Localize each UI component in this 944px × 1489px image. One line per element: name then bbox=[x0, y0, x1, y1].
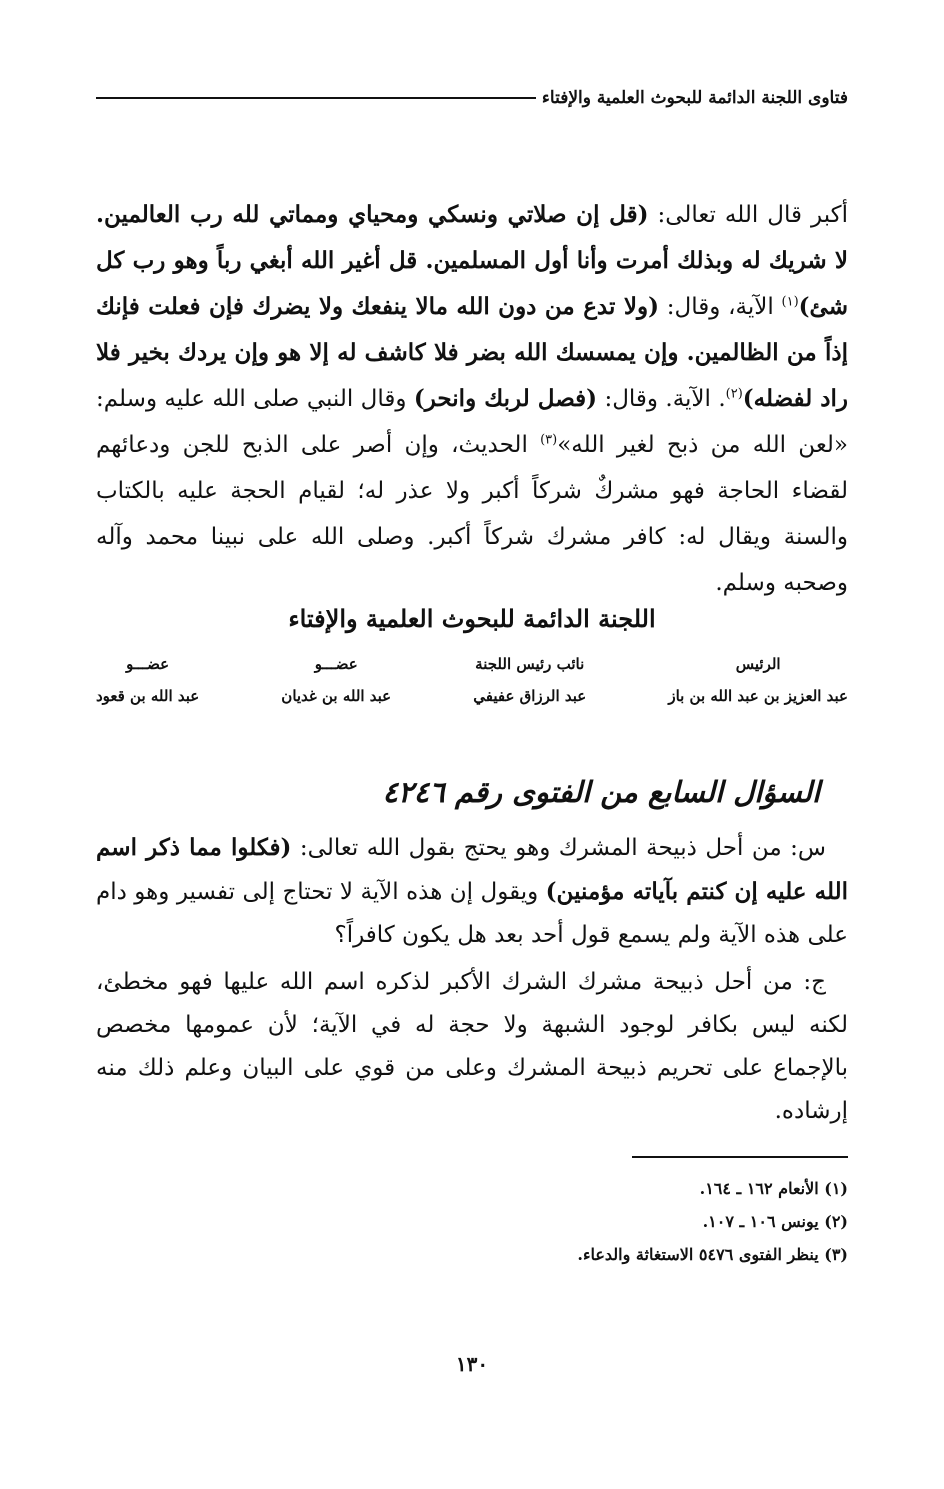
signature-name: عبد العزيز بن عبد الله بن باز bbox=[668, 687, 848, 705]
question-answer bbox=[96, 826, 848, 1133]
text-segment: س: من أحل ذبيحة المشرك وهو يحتج بقول الله تعالى: bbox=[291, 835, 826, 861]
running-header bbox=[96, 84, 848, 112]
text-segment: أكبر قال الله تعالى: bbox=[648, 202, 848, 228]
signature-role: عضـــو bbox=[314, 655, 358, 673]
footnote-ref: (٣) bbox=[540, 432, 558, 448]
quran-quote: (قل إن صلاتي ونسكي ومحياي ومماتي لله رب العالمين. لا شريك له وبذلك أمرت وأنا أول المسلمين. قل أغير الله أبغي رباً وهو رب كل شئ) bbox=[96, 201, 848, 320]
footnote-ref: (٢) bbox=[725, 386, 743, 402]
text-segment: ويقول إن هذه الآية لا تحتاج إلى تفسير وهو دام على هذه الآية ولم يسمع قول أحد بعد هل يكون كافراً؟ bbox=[96, 879, 848, 948]
footnote-rule bbox=[632, 1156, 848, 1158]
section-title: السؤال السابع من الفتوى رقم ٤٢٤٦ bbox=[382, 775, 820, 809]
signature-name: عبد الله بن غديان bbox=[281, 687, 392, 705]
quran-quote: (فصل لربك وانحر) bbox=[413, 385, 598, 412]
text-segment: . الآية. وقال: bbox=[597, 386, 726, 412]
answer-paragraph: ج: من أحل ذبيحة مشرك الشرك الأكبر لذكره اسم الله عليها فهو مخطئ، لكنه ليس بكافر لوجود الشبهة ولا حجة له في الآية؛ لأن عمومها مخصص بالإجماع على تحريم ذبيحة المشرك وعلى من قوي على البيان وعلم ذلك منه إرشاده. bbox=[96, 969, 848, 1124]
text-segment: وقال النبي صلى الله عليه وسلم: «لعن الله من ذبح لغير الله» bbox=[96, 386, 848, 458]
footnote-item: (٢) يونس ١٠٦ ـ ١٠٧. bbox=[702, 1212, 848, 1231]
footnotes bbox=[96, 1172, 848, 1271]
text-segment: الحديث، وإن أصر على الذبح للجن ودعائهم لقضاء الحاجة فهو مشركٌ شركاً أكبر ولا عذر له؛ لقيام الحجة عليه بالكتاب والسنة ويقال له: كافر مشرك شركاً أكبر. وصلى الله على نبينا محمد وآله وصحبه وسلم. bbox=[96, 432, 848, 596]
footnote-item: (٣) ينظر الفتوى ٥٤٧٦ الاستغاثة والدعاء. bbox=[577, 1245, 848, 1264]
signature-role: الرئيس bbox=[735, 655, 781, 673]
question-paragraph bbox=[96, 826, 848, 957]
page-number: ١٣٠ bbox=[455, 1352, 489, 1376]
signature-president bbox=[668, 648, 848, 712]
quran-quote: (فكلوا مما ذكر اسم الله عليه إن كنتم بآياته مؤمنين) bbox=[96, 834, 848, 905]
signature-role: نائب رئيس اللجنة bbox=[475, 655, 585, 673]
signature-vice-president bbox=[473, 648, 586, 712]
signature-member bbox=[281, 648, 391, 712]
signature-member bbox=[96, 648, 199, 712]
fatwa-body bbox=[96, 192, 848, 606]
signature-name: عبد الله بن قعود bbox=[96, 687, 200, 705]
header-rule bbox=[96, 97, 536, 99]
quran-quote: (ولا تدع من دون الله مالا ينفعك ولا يضرك فإن فعلت فإنك إذاً من الظالمين. وإن يمسسك الله بضر فلا كاشف له إلا هو وإن يردك بخير فلا راد لفضله) bbox=[96, 293, 849, 412]
signature-role: عضـــو bbox=[126, 655, 170, 673]
committee-title: اللجنة الدائمة للبحوث العلمية والإفتاء bbox=[288, 604, 656, 633]
footnote-item: (١) الأنعام ١٦٢ ـ ١٦٤. bbox=[699, 1179, 848, 1198]
footnote-ref: (١) bbox=[781, 294, 799, 310]
signature-block bbox=[96, 648, 848, 712]
text-segment: الآية، وقال: bbox=[658, 294, 782, 320]
signature-name: عبد الرزاق عفيفي bbox=[473, 687, 587, 705]
running-title: فتاوى اللجنة الدائمة للبحوث العلمية والإفتاء bbox=[541, 88, 848, 108]
